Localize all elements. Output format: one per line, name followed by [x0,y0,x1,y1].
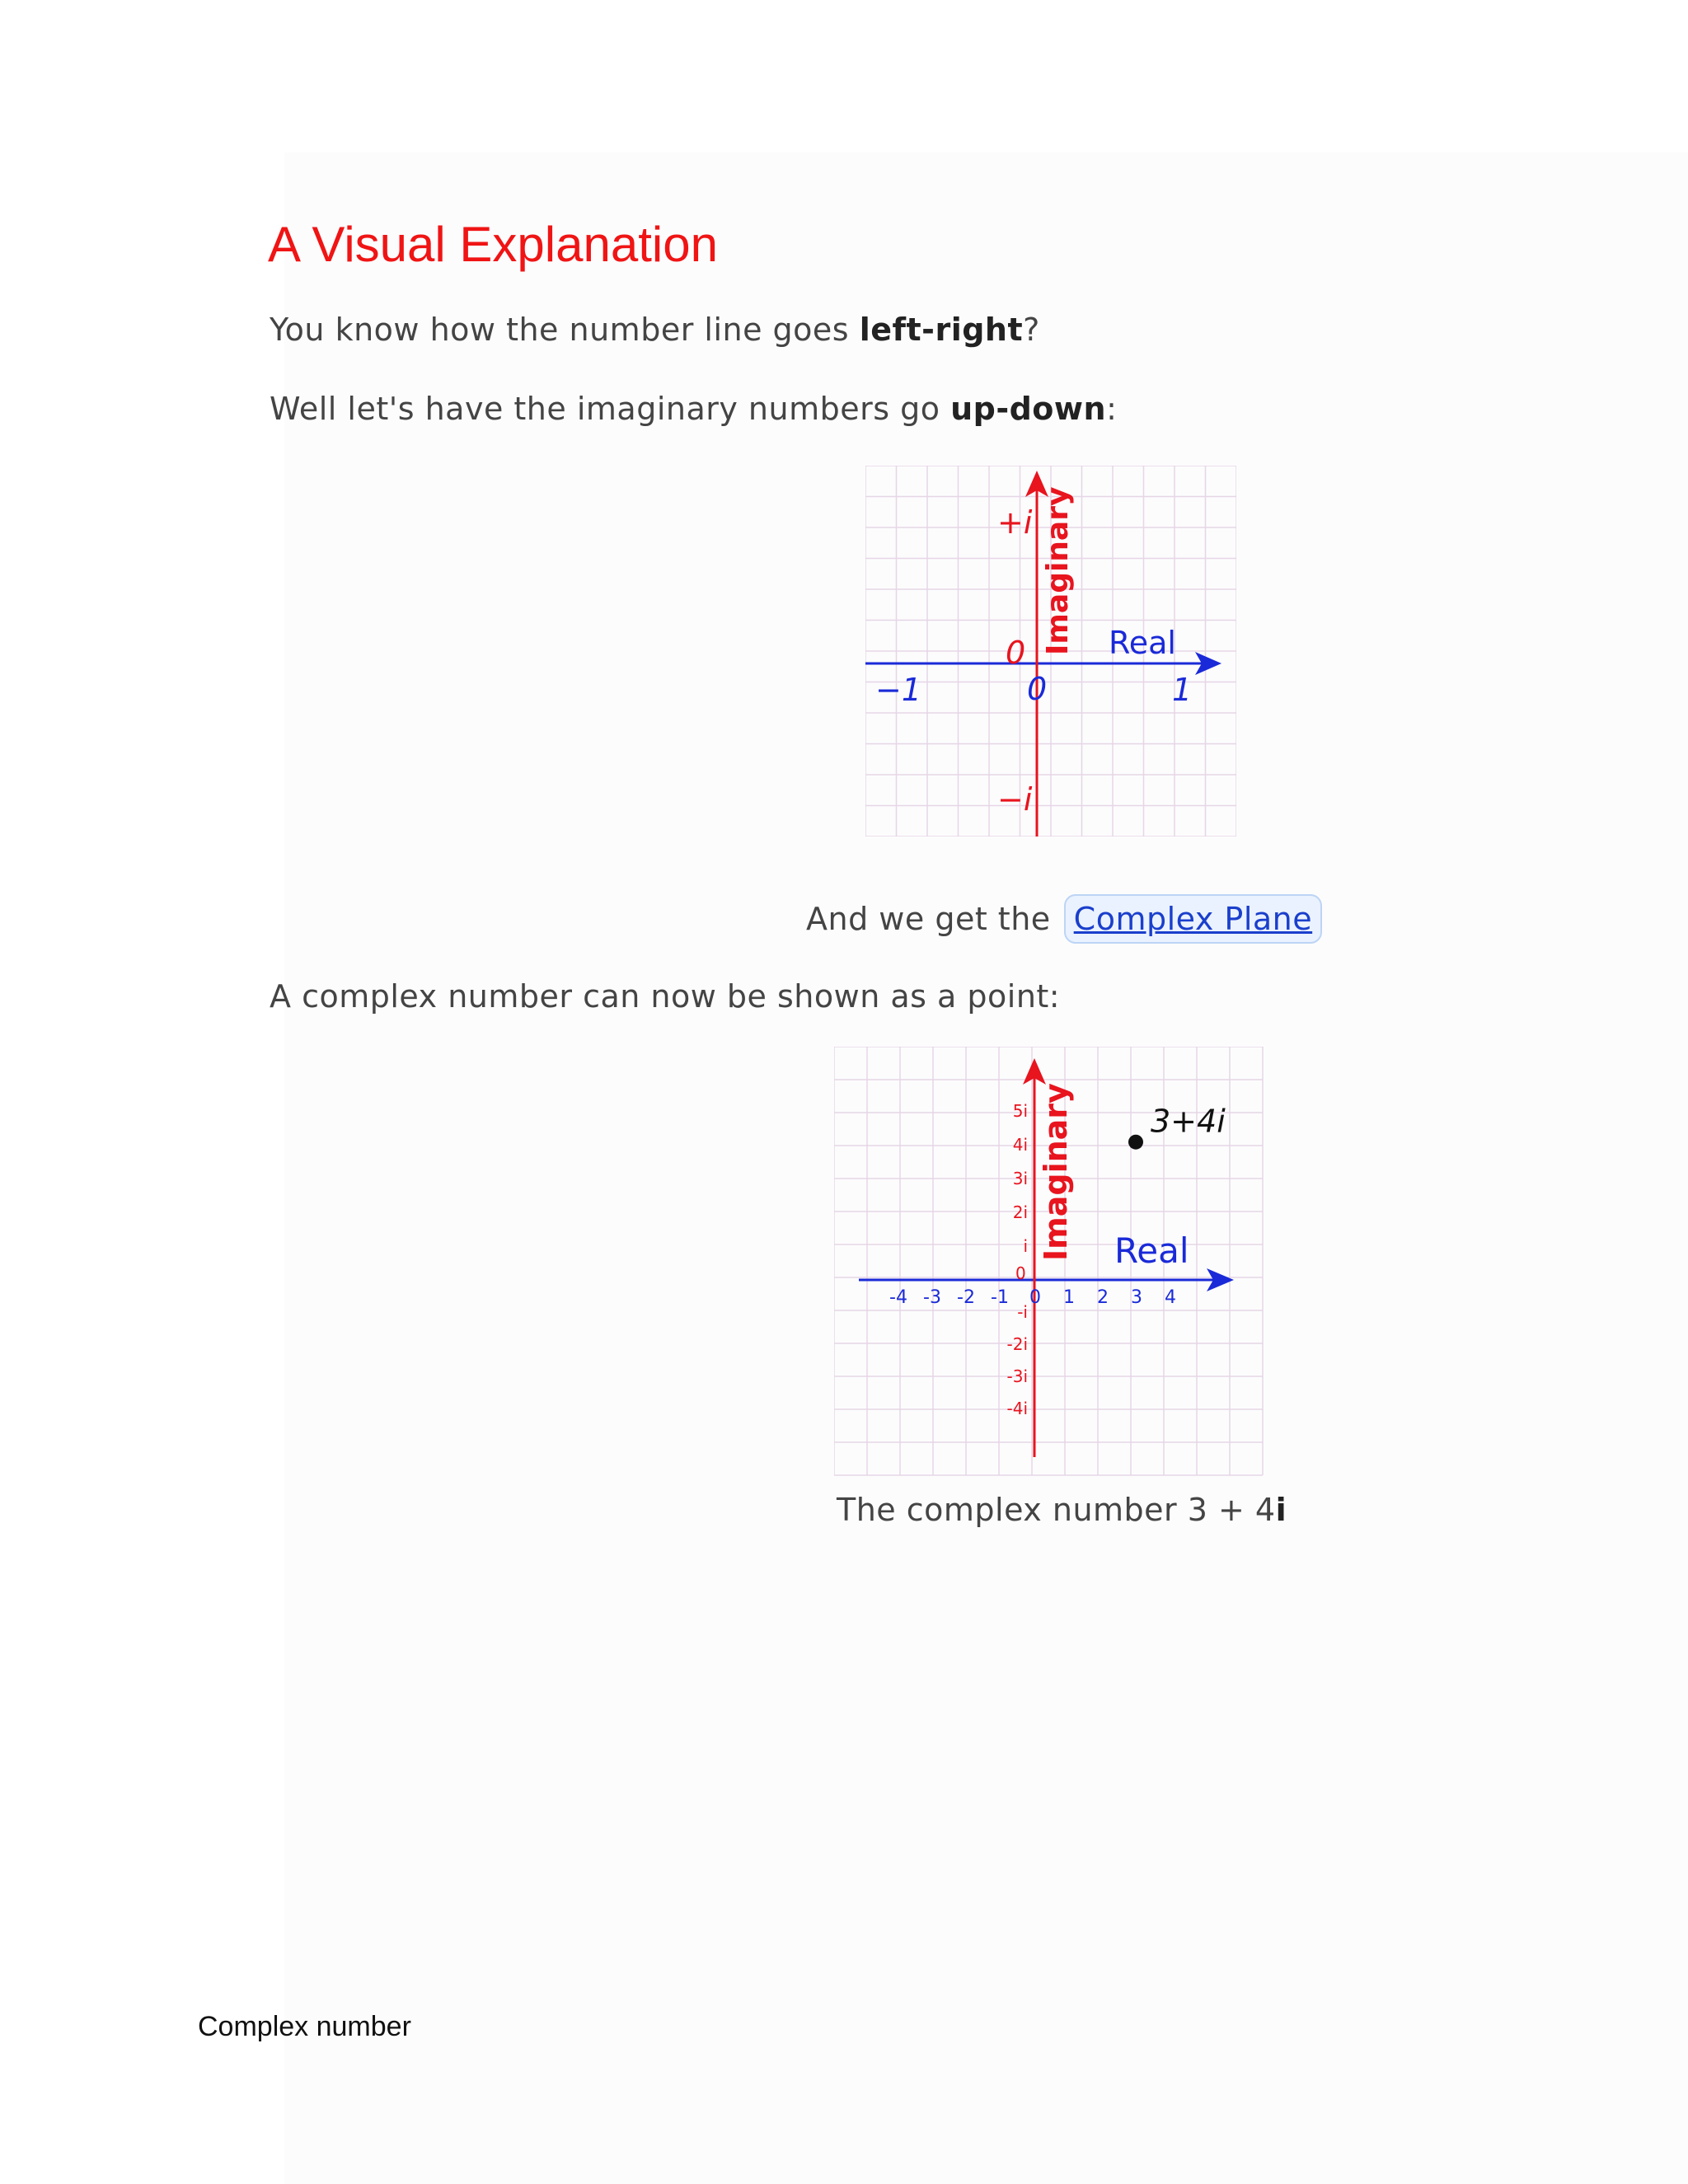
imaginary-axis-label: Imaginary [1041,486,1075,655]
complex-point-diagram [834,1047,1271,1483]
y-tick-label: 3i [1012,1169,1028,1188]
x-tick-labels [889,1287,1176,1308]
plus-i-label: +i [997,504,1033,541]
y-tick-label: -3i [1006,1366,1028,1386]
point-marker [1128,1135,1143,1150]
minus-i-label: −i [997,781,1033,818]
x-tick-label: -2 [957,1287,975,1308]
figure-caption-bold: i [1275,1492,1287,1528]
intro-bold: left-right [859,312,1024,348]
y-tick-label: 5i [1012,1101,1028,1121]
y-tick-label: -2i [1006,1333,1028,1354]
y-tick-label: -i [1017,1301,1028,1322]
y-tick-zero: 0 [1015,1263,1026,1283]
x-tick-label: 4 [1165,1287,1176,1308]
footer-label: Complex number [198,2011,411,2042]
axes-diagram [865,466,1236,837]
section-heading: A Visual Explanation [268,217,718,272]
x-tick-label: 1 [1063,1287,1075,1308]
intro-end: ? [1023,312,1040,348]
updown-bold: up-down [950,391,1107,427]
x-tick-label: 0 [1029,1287,1041,1308]
x-tick-label: 3 [1131,1287,1142,1308]
complex-plane-line [806,890,1322,948]
complex-plane-text: And we get the [806,901,1051,937]
x-tick-label: -4 [889,1287,907,1308]
zero-below-label: 0 [1027,671,1048,707]
zero-left-label: 0 [1006,635,1026,671]
complex-plane-link[interactable]: Complex Plane [1064,894,1322,944]
real-axis-label: Real [1109,625,1176,661]
real-axis-label: Real [1114,1230,1189,1271]
figure-caption [837,1492,1287,1528]
updown-end: : [1106,391,1118,427]
updown-text: Well let's have the imaginary numbers go [270,391,951,427]
y-tick-label: 2i [1012,1202,1028,1222]
imaginary-axis-label: Imaginary [1038,1083,1074,1261]
y-tick-label: i [1023,1236,1028,1256]
y-tick-labels [1007,1101,1029,1418]
x-tick-label: 2 [1097,1287,1109,1308]
x-tick-label: -3 [923,1287,941,1308]
updown-paragraph [270,391,1117,427]
x-tick-label: -1 [991,1287,1009,1308]
neg-one-label: −1 [875,672,922,708]
one-label: 1 [1172,672,1193,708]
y-tick-label: -4i [1006,1398,1028,1418]
figure-caption-text: The complex number 3 + 4 [837,1492,1276,1528]
point-paragraph: A complex number can now be shown as a point: [270,978,1061,1015]
intro-text: You know how the number line goes [270,312,860,348]
point-label: 3+4i [1151,1103,1226,1140]
intro-paragraph [270,312,1040,348]
y-tick-label: 4i [1012,1135,1028,1155]
